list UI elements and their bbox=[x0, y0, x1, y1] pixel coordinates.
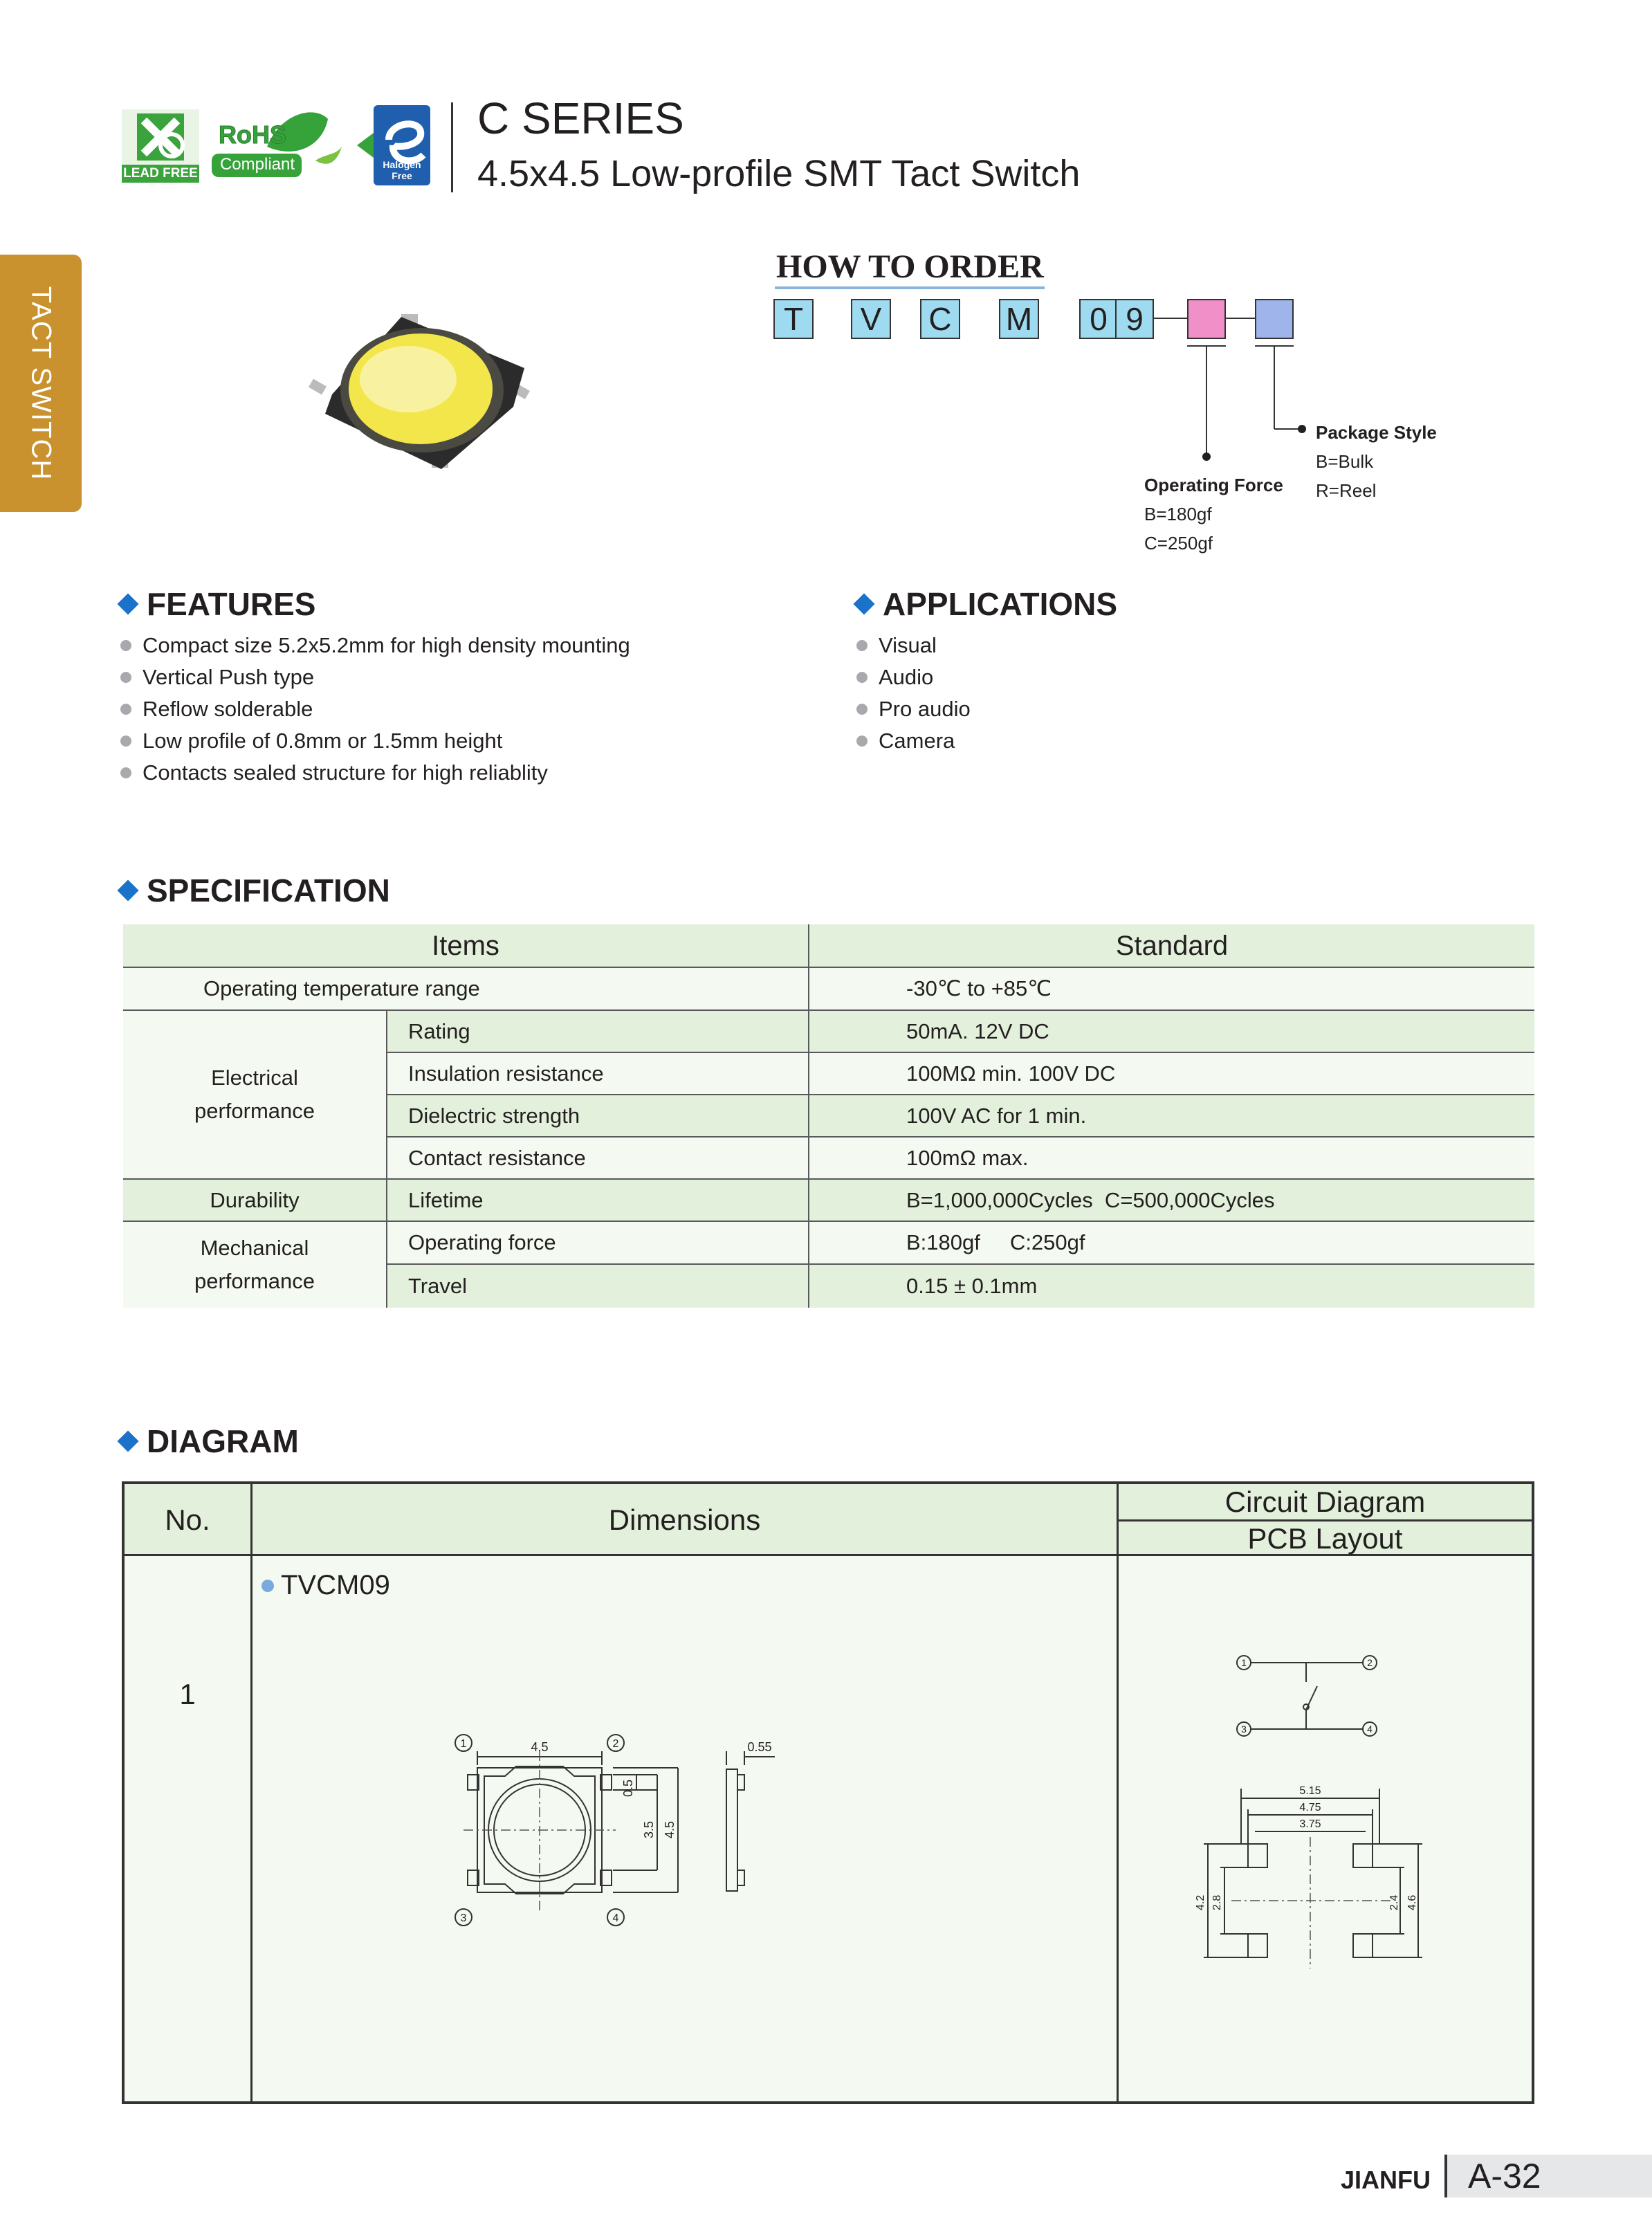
bullet-icon bbox=[120, 672, 131, 683]
spec-item: Contact resistance bbox=[408, 1145, 586, 1170]
spec-value: 100MΩ min. 100V DC bbox=[906, 1061, 1116, 1086]
features-title: FEATURES bbox=[147, 586, 316, 622]
pin-label: 2 bbox=[1367, 1657, 1373, 1668]
operating-force-label: Operating Force bbox=[1144, 475, 1283, 495]
rohs-compliant-text: Compliant bbox=[219, 155, 295, 174]
spec-header-standard: Standard bbox=[1115, 930, 1229, 961]
dim-45: 4.5 bbox=[663, 1820, 677, 1838]
spec-item: Travel bbox=[408, 1273, 467, 1298]
specification-table bbox=[123, 924, 1534, 1308]
pin-label: 3 bbox=[1241, 1724, 1247, 1735]
lead-free-logo bbox=[122, 109, 199, 183]
how-to-order-underline bbox=[775, 286, 1045, 289]
diagram-col-no: No. bbox=[165, 1504, 210, 1536]
spec-group-durability: Durability bbox=[210, 1187, 300, 1212]
pin-label: 4 bbox=[612, 1912, 619, 1924]
code-box-1: T bbox=[773, 299, 814, 339]
code-box-6: 9 bbox=[1115, 299, 1154, 339]
code-box-2: V bbox=[851, 299, 891, 339]
halogen-text-2: Free bbox=[392, 170, 412, 181]
bullet-icon bbox=[120, 735, 131, 747]
spec-item: Rating bbox=[408, 1018, 470, 1043]
spec-group-electrical: Electrical performance bbox=[194, 1066, 315, 1123]
pcb-dim-375: 3.75 bbox=[1299, 1818, 1321, 1830]
pcb-dim-475: 4.75 bbox=[1299, 1802, 1321, 1813]
dim-05: 0.5 bbox=[621, 1779, 635, 1797]
how-to-order-title: HOW TO ORDER bbox=[776, 248, 1044, 285]
diamond-icon bbox=[853, 593, 874, 614]
list-item: Contacts sealed structure for high reliablity bbox=[120, 757, 630, 789]
spec-vrule bbox=[386, 1010, 387, 1308]
pcb-layout bbox=[1190, 1775, 1439, 1996]
pcb-dim-28: 2.8 bbox=[1211, 1894, 1223, 1910]
list-item: Visual bbox=[856, 630, 971, 661]
dimensions-drawing bbox=[450, 1724, 809, 1952]
diamond-icon bbox=[117, 1430, 138, 1452]
series-subtitle: 4.5x4.5 Low-profile SMT Tact Switch bbox=[477, 153, 1081, 194]
pin-label: 4 bbox=[1367, 1724, 1373, 1735]
rohs-logo bbox=[212, 105, 343, 183]
model-name: TVCM09 bbox=[281, 1570, 390, 1600]
code-box-5: 0 bbox=[1079, 299, 1118, 339]
circuit-diagram bbox=[1234, 1653, 1393, 1743]
spec-item: Operating force bbox=[408, 1230, 556, 1254]
product-photo bbox=[304, 304, 540, 484]
spec-item: Insulation resistance bbox=[408, 1061, 604, 1086]
operating-force-b: B=180gf bbox=[1144, 504, 1212, 524]
pin-label: 1 bbox=[1241, 1657, 1247, 1668]
dim-35: 3.5 bbox=[642, 1820, 656, 1838]
package-style-label: Package Style bbox=[1316, 422, 1437, 443]
bullet-icon bbox=[120, 704, 131, 715]
diag-vrule bbox=[250, 1484, 253, 2101]
diagram-title: DIAGRAM bbox=[147, 1423, 299, 1459]
diamond-icon bbox=[117, 879, 138, 901]
diagram-col-pcb: PCB Layout bbox=[1247, 1522, 1403, 1555]
applications-list bbox=[856, 630, 971, 757]
spec-group-mechanical: Mechanical performance bbox=[194, 1235, 315, 1293]
series-title: C SERIES bbox=[477, 93, 684, 143]
list-item: Camera bbox=[856, 725, 971, 757]
bullet-icon bbox=[856, 672, 868, 683]
code-box-3: C bbox=[920, 299, 960, 339]
spec-header-items: Items bbox=[432, 930, 499, 961]
code-box-4: M bbox=[999, 299, 1039, 339]
spec-value: 100V AC for 1 min. bbox=[906, 1103, 1087, 1128]
pin-label: 2 bbox=[612, 1738, 619, 1750]
diagram-col-circuit: Circuit Diagram bbox=[1224, 1486, 1426, 1518]
pin-label: 1 bbox=[460, 1738, 467, 1750]
diagram-table bbox=[122, 1481, 1534, 2104]
spec-op-temp-label: Operating temperature range bbox=[203, 976, 480, 1000]
spec-value: 0.15 ± 0.1mm bbox=[906, 1273, 1038, 1298]
spec-value: 50mA. 12V DC bbox=[906, 1018, 1049, 1043]
dim-thickness: 0.55 bbox=[747, 1740, 772, 1754]
how-to-order-leaders bbox=[1148, 298, 1314, 464]
package-style-reel: R=Reel bbox=[1316, 480, 1377, 501]
diagram-heading bbox=[116, 1423, 299, 1460]
spec-item: Lifetime bbox=[408, 1187, 484, 1212]
halogen-text-1: Halogen bbox=[383, 159, 421, 170]
dim-width: 4.5 bbox=[531, 1740, 549, 1754]
pin-label: 3 bbox=[460, 1912, 467, 1924]
diag-vrule bbox=[1117, 1484, 1119, 2101]
model-label bbox=[261, 1570, 390, 1601]
spec-value: B:180gf C:250gf bbox=[906, 1230, 1085, 1254]
lead-free-text: LEAD FREE bbox=[123, 166, 198, 181]
diagram-row-no: 1 bbox=[179, 1678, 196, 1710]
specification-title: SPECIFICATION bbox=[147, 872, 390, 908]
halogen-free-logo bbox=[357, 105, 430, 185]
applications-heading bbox=[852, 585, 1117, 623]
operating-force-c: C=250gf bbox=[1144, 533, 1213, 554]
list-item: Vertical Push type bbox=[120, 661, 630, 693]
side-tab bbox=[0, 255, 82, 512]
list-item: Audio bbox=[856, 661, 971, 693]
applications-title: APPLICATIONS bbox=[883, 586, 1118, 622]
bullet-icon bbox=[856, 640, 868, 651]
bullet-icon bbox=[261, 1580, 274, 1592]
pcb-dim-46: 4.6 bbox=[1406, 1894, 1418, 1910]
list-item: Compact size 5.2x5.2mm for high density mounting bbox=[120, 630, 630, 661]
features-list bbox=[120, 630, 630, 789]
list-item: Low profile of 0.8mm or 1.5mm height bbox=[120, 725, 630, 757]
list-item: Reflow solderable bbox=[120, 693, 630, 725]
spec-vrule bbox=[808, 924, 809, 1308]
rohs-text: RoHS bbox=[219, 120, 286, 149]
list-item: Pro audio bbox=[856, 693, 971, 725]
bullet-icon bbox=[120, 640, 131, 651]
header-divider bbox=[451, 102, 453, 192]
footer-page-number: A-32 bbox=[1444, 2155, 1652, 2197]
diamond-icon bbox=[117, 593, 138, 614]
spec-item: Dielectric strength bbox=[408, 1103, 580, 1128]
pcb-dim-42: 4.2 bbox=[1195, 1894, 1206, 1910]
pcb-dim-24: 2.4 bbox=[1388, 1894, 1400, 1910]
features-heading bbox=[116, 585, 316, 623]
specification-heading bbox=[116, 872, 390, 909]
spec-op-temp-value: -30℃ to +85℃ bbox=[906, 976, 1052, 1000]
package-style-bulk: B=Bulk bbox=[1316, 451, 1374, 472]
bullet-icon bbox=[120, 767, 131, 778]
bullet-icon bbox=[856, 704, 868, 715]
diagram-col-dimensions: Dimensions bbox=[608, 1504, 761, 1536]
footer-brand: JIANFU bbox=[1341, 2166, 1431, 2194]
bullet-icon bbox=[856, 735, 868, 747]
side-tab-label: TACT SWITCH bbox=[26, 286, 57, 481]
spec-value: B=1,000,000Cycles C=500,000Cycles bbox=[906, 1187, 1275, 1212]
spec-value: 100mΩ max. bbox=[906, 1145, 1029, 1170]
pcb-dim-515: 5.15 bbox=[1299, 1785, 1321, 1797]
